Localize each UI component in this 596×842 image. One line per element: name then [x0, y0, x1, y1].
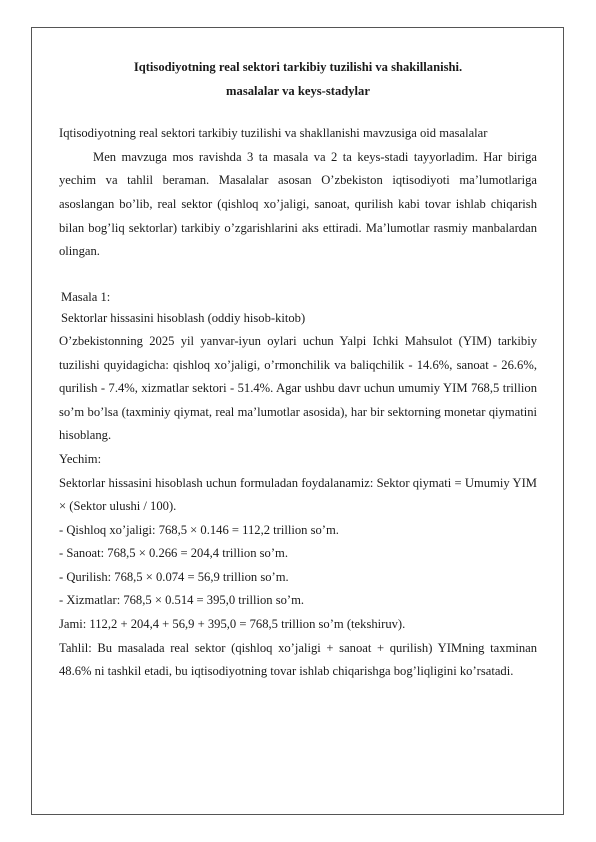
problem-label: Masala 1: — [61, 289, 111, 304]
calc-total: Jami: 112,2 + 204,4 + 56,9 + 395,0 = 768,5 trillion so’m (tekshiruv). — [59, 617, 406, 632]
problem-text: O’zbekistonning 2025 yil yanvar-iyun oylari uchun Yalpi Ichki Mahsulot (YIM) tarkibiy tuzilishi quyidagicha: qishloq xo’jaligi, o’rmonchilik va baliqchilik - 14.6%, sanoat - 26.6%, qurilish - 7.4%, xizmatlar sektori - 51.4%. Agar ushbu davr uchun umumiy YIM 768,5 trillion so’m bo’lsa (taxminiy qiymat, real ma’lumotlar asosida), har bir sektorning monetar qiymatini hisoblang. — [59, 333, 537, 443]
calc-line: - Xizmatlar: 768,5 × 0.514 = 395,0 trillion so’m. — [59, 593, 305, 608]
problem-title: Sektorlar hissasini hisoblash (oddiy hisob-kitob) — [61, 311, 306, 326]
calc-line: - Qurilish: 768,5 × 0.074 = 56,9 trillion so’m. — [59, 569, 289, 584]
spacer — [59, 264, 537, 287]
document-title: Iqtisodiyotning real sektori tarkibiy tuzilishi va shakillanishi. — [133, 60, 463, 74]
intro-paragraph: Men mavzuga mos ravishda 3 ta masala va 2 ta keys-stadi tayyorladim. Har biriga yechim va tahlil beraman. Masalalar asosan O’zbekiston iqtisodiyoti ma’lumotlariga asoslangan bo’lib, real sektor (qishloq xo’jaligi, sanoat, qurilish kabi tovar ishlab chiqarish bilan bog’liq sektorlar) tarkibiy o’zgarishlarini aks ettiradi. Ma’lumotlar rasmiy manbalardan olingan. — [59, 149, 537, 259]
solution-label: Yechim: — [59, 451, 102, 466]
document-body — [59, 56, 537, 684]
solution-formula: Sektorlar hissasini hisoblash uchun formuladan foydalanamiz: Sektor qiymati = Umumiy YIM × (Sektor ulushi / 100). — [59, 475, 537, 514]
intro-heading: Iqtisodiyotning real sektori tarkibiy tuzilishi va shakllanishi mavzusiga oid masalalar — [59, 126, 488, 141]
document-subtitle: masalalar va keys-stadylar — [226, 83, 370, 98]
calc-line: - Qishloq xo’jaligi: 768,5 × 0.146 = 112,2 trillion so’m. — [59, 522, 339, 537]
analysis-paragraph: Tahlil: Bu masalada real sektor (qishloq xo’jaligi + sanoat + qurilish) YIMning taxminan 48.6% ni tashkil etadi, bu iqtisodiyotning tovar ishlab chiqarishga bog’liqligini ko’rsatadi. — [59, 640, 537, 679]
calc-line: - Sanoat: 768,5 × 0.266 = 204,4 trillion so’m. — [59, 546, 288, 561]
spacer — [59, 103, 537, 122]
